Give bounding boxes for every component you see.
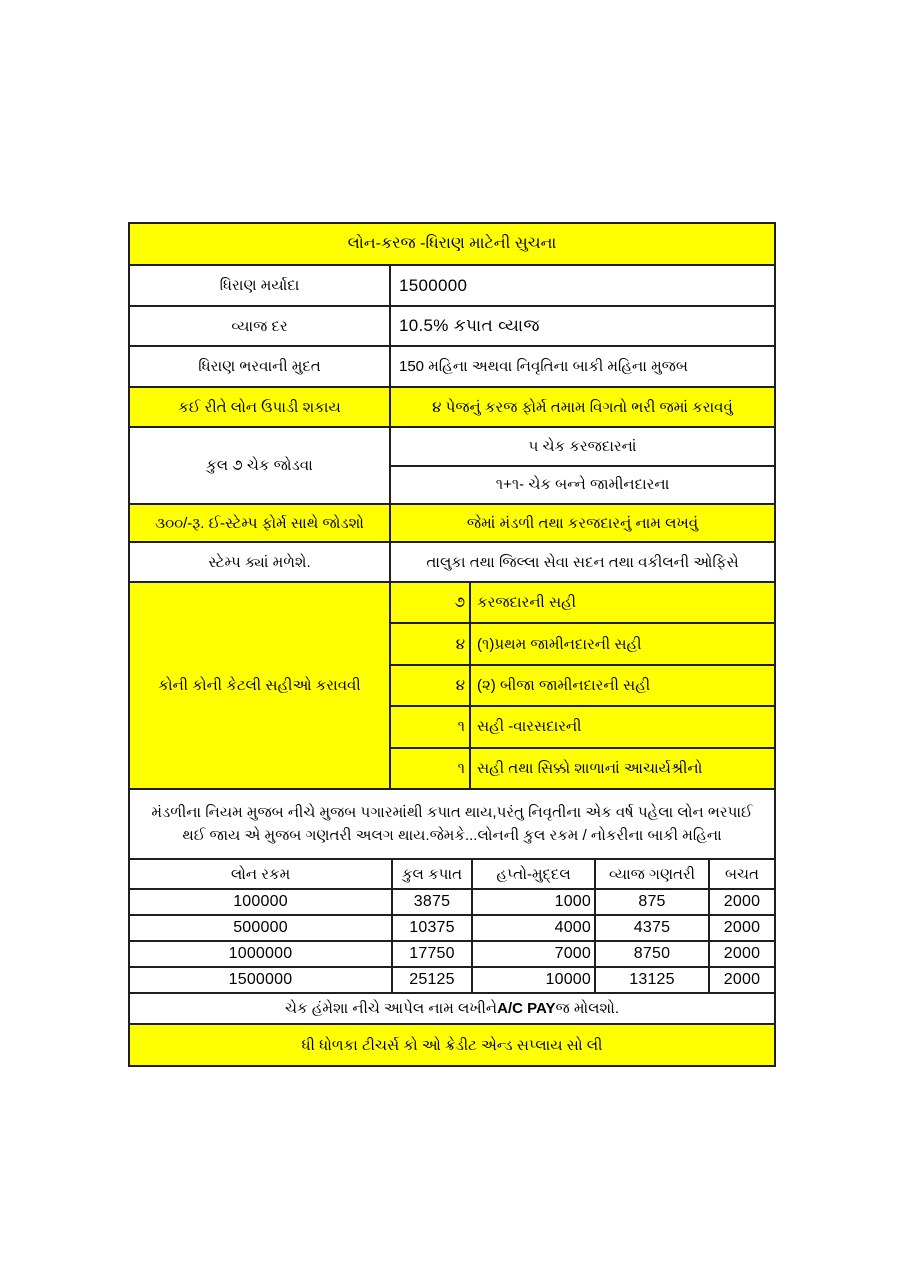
row-value: જેમાં મંડળી તથા કરજદારનું નામ લખવું xyxy=(466,514,699,532)
loan-cell: 2000 xyxy=(708,890,774,914)
loan-table-row xyxy=(130,914,774,940)
column-header: હપ્તો-મુદ્દલ xyxy=(471,860,594,888)
loan-cell: 875 xyxy=(594,890,708,914)
signature-row xyxy=(391,747,774,788)
loan-table-row xyxy=(130,888,774,914)
loan-notice-table xyxy=(128,222,776,1067)
row-label: કોની કોની કેટલી સહીઓ કરાવવી xyxy=(130,583,391,788)
table-row-signatures xyxy=(130,581,774,788)
signature-text: સહી -વારસદારની xyxy=(477,718,582,736)
cheque-payee-note xyxy=(130,994,774,1023)
table-row-cheques xyxy=(130,426,774,503)
row-value: ૪ પેજનું કરજ ફોર્મ તમામ વિગતો ભરી જમાં કરાવવું xyxy=(432,398,733,416)
loan-cell: 500000 xyxy=(233,919,288,936)
loan-cell: 8750 xyxy=(594,942,708,966)
column-header: બચત xyxy=(708,860,774,888)
row-label: ૩૦૦/-રૂ. ઈ-સ્ટેમ્પ ફોર્મ સાથે જોડશો xyxy=(130,505,391,541)
loan-cell: 1000 xyxy=(471,890,594,914)
signature-row xyxy=(391,583,774,622)
signature-text: કરજદારની સહી xyxy=(477,594,577,612)
column-header: વ્યાજ ગણતરી xyxy=(594,860,708,888)
row-value: 10.5% કપાત વ્યાજ xyxy=(399,316,540,335)
loan-table-header-row xyxy=(130,858,774,888)
rule-note xyxy=(130,790,774,858)
table-row-repayment-term xyxy=(130,345,774,386)
row-label: ધિરાણ મર્યાદા xyxy=(130,266,391,305)
loan-table-row xyxy=(130,940,774,966)
loan-cell: 10375 xyxy=(391,916,471,940)
signature-text: સહી તથા સિક્કો શાળાનાં આચાર્યશ્રીનો xyxy=(477,759,703,777)
ac-pay-label: A/C PAY xyxy=(497,1000,556,1017)
table-row-how-to-get-loan xyxy=(130,386,774,426)
organization-name: ધી ધોળકા ટીચર્સ કો ઓ ક્રેડીટ એન્ડ સપ્લાય સો લી xyxy=(301,1036,603,1054)
signature-row xyxy=(391,664,774,705)
signature-text: (૧)પ્રથમ જામીનદારની સહી xyxy=(477,635,642,653)
cheque-item: ૧+૧- ચેક બન્ને જામીનદારના xyxy=(391,465,774,504)
table-row-loan-limit xyxy=(130,264,774,305)
loan-cell: 10000 xyxy=(471,968,594,992)
cheque-items xyxy=(391,428,774,503)
signature-count: ૧ xyxy=(391,749,471,788)
row-label: વ્યાજ દર xyxy=(130,307,391,345)
loan-cell: 2000 xyxy=(708,916,774,940)
table-row-note xyxy=(130,788,774,858)
signature-text: (૨) બીજા જામીનદારની સહી xyxy=(477,677,651,695)
title-row xyxy=(130,224,774,264)
row-label: કુલ ૭ ચેક જોડવા xyxy=(130,428,391,503)
loan-cell: 1500000 xyxy=(228,971,293,988)
loan-cell: 100000 xyxy=(233,893,288,910)
signature-count: ૧ xyxy=(391,707,471,746)
row-value: 1500000 xyxy=(399,275,468,295)
organization-name-row xyxy=(130,1023,774,1065)
signature-count: ૭ xyxy=(391,583,471,622)
signature-rows xyxy=(391,583,774,788)
cheque-payee-note-row xyxy=(130,992,774,1023)
loan-table-row xyxy=(130,966,774,992)
loan-cell: 3875 xyxy=(391,890,471,914)
cheque-item: ૫ ચેક કરજદારનાં xyxy=(528,437,637,455)
cheque-note-suffix: જ મોલશો. xyxy=(555,1000,619,1017)
loan-cell: 7000 xyxy=(471,942,594,966)
column-header: કુલ કપાત xyxy=(391,860,471,888)
table-row-stamp-where xyxy=(130,541,774,581)
rule-note-line2: થઈ જાય એ મુજબ ગણતરી અલગ થાય.જેમકે...લોનની કુલ રકમ / નોકરીના બાકી મહિના xyxy=(182,827,722,844)
loan-cell: 13125 xyxy=(594,968,708,992)
loan-cell: 2000 xyxy=(708,942,774,966)
loan-cell: 2000 xyxy=(708,968,774,992)
signature-row xyxy=(391,705,774,746)
loan-cell: 25125 xyxy=(391,968,471,992)
loan-cell: 4000 xyxy=(471,916,594,940)
row-label: સ્ટેમ્પ ક્યાં મળેશે. xyxy=(130,543,391,581)
loan-cell: 17750 xyxy=(391,942,471,966)
page-title: લોન-કરજ -ધિરાણ માટેની સુચના xyxy=(347,235,557,252)
row-value: તાલુકા તથા જિલ્લા સેવા સદન તથા વકીલની ઓફિસે xyxy=(426,553,739,571)
signature-row xyxy=(391,622,774,663)
signature-count: ૪ xyxy=(391,624,471,663)
row-label: ધિરાણ ભરવાની મુદત xyxy=(130,347,391,386)
row-label: કઈ રીતે લોન ઉપાડી શકાય xyxy=(130,388,391,426)
column-header: લોન રકમ xyxy=(230,865,291,883)
table-row-estamp xyxy=(130,503,774,541)
table-row-interest-rate xyxy=(130,305,774,345)
cheque-note-prefix: ચેક હંમેશા નીચે આપેલ નામ લખીને xyxy=(284,1000,498,1017)
loan-cell: 1000000 xyxy=(228,945,293,962)
row-value: 150 મહિના અથવા નિવૃતિના બાકી મહિના મુજબ xyxy=(399,358,688,375)
loan-cell: 4375 xyxy=(594,916,708,940)
signature-count: ૪ xyxy=(391,666,471,705)
rule-note-line1: મંડળીના નિયમ મુજબ નીચે મુજબ પગારમાંથી કપાત થાય,પરંતુ નિવૃતીના એક વર્ષ પહેલા લોન ભરપાઈ xyxy=(151,803,753,821)
